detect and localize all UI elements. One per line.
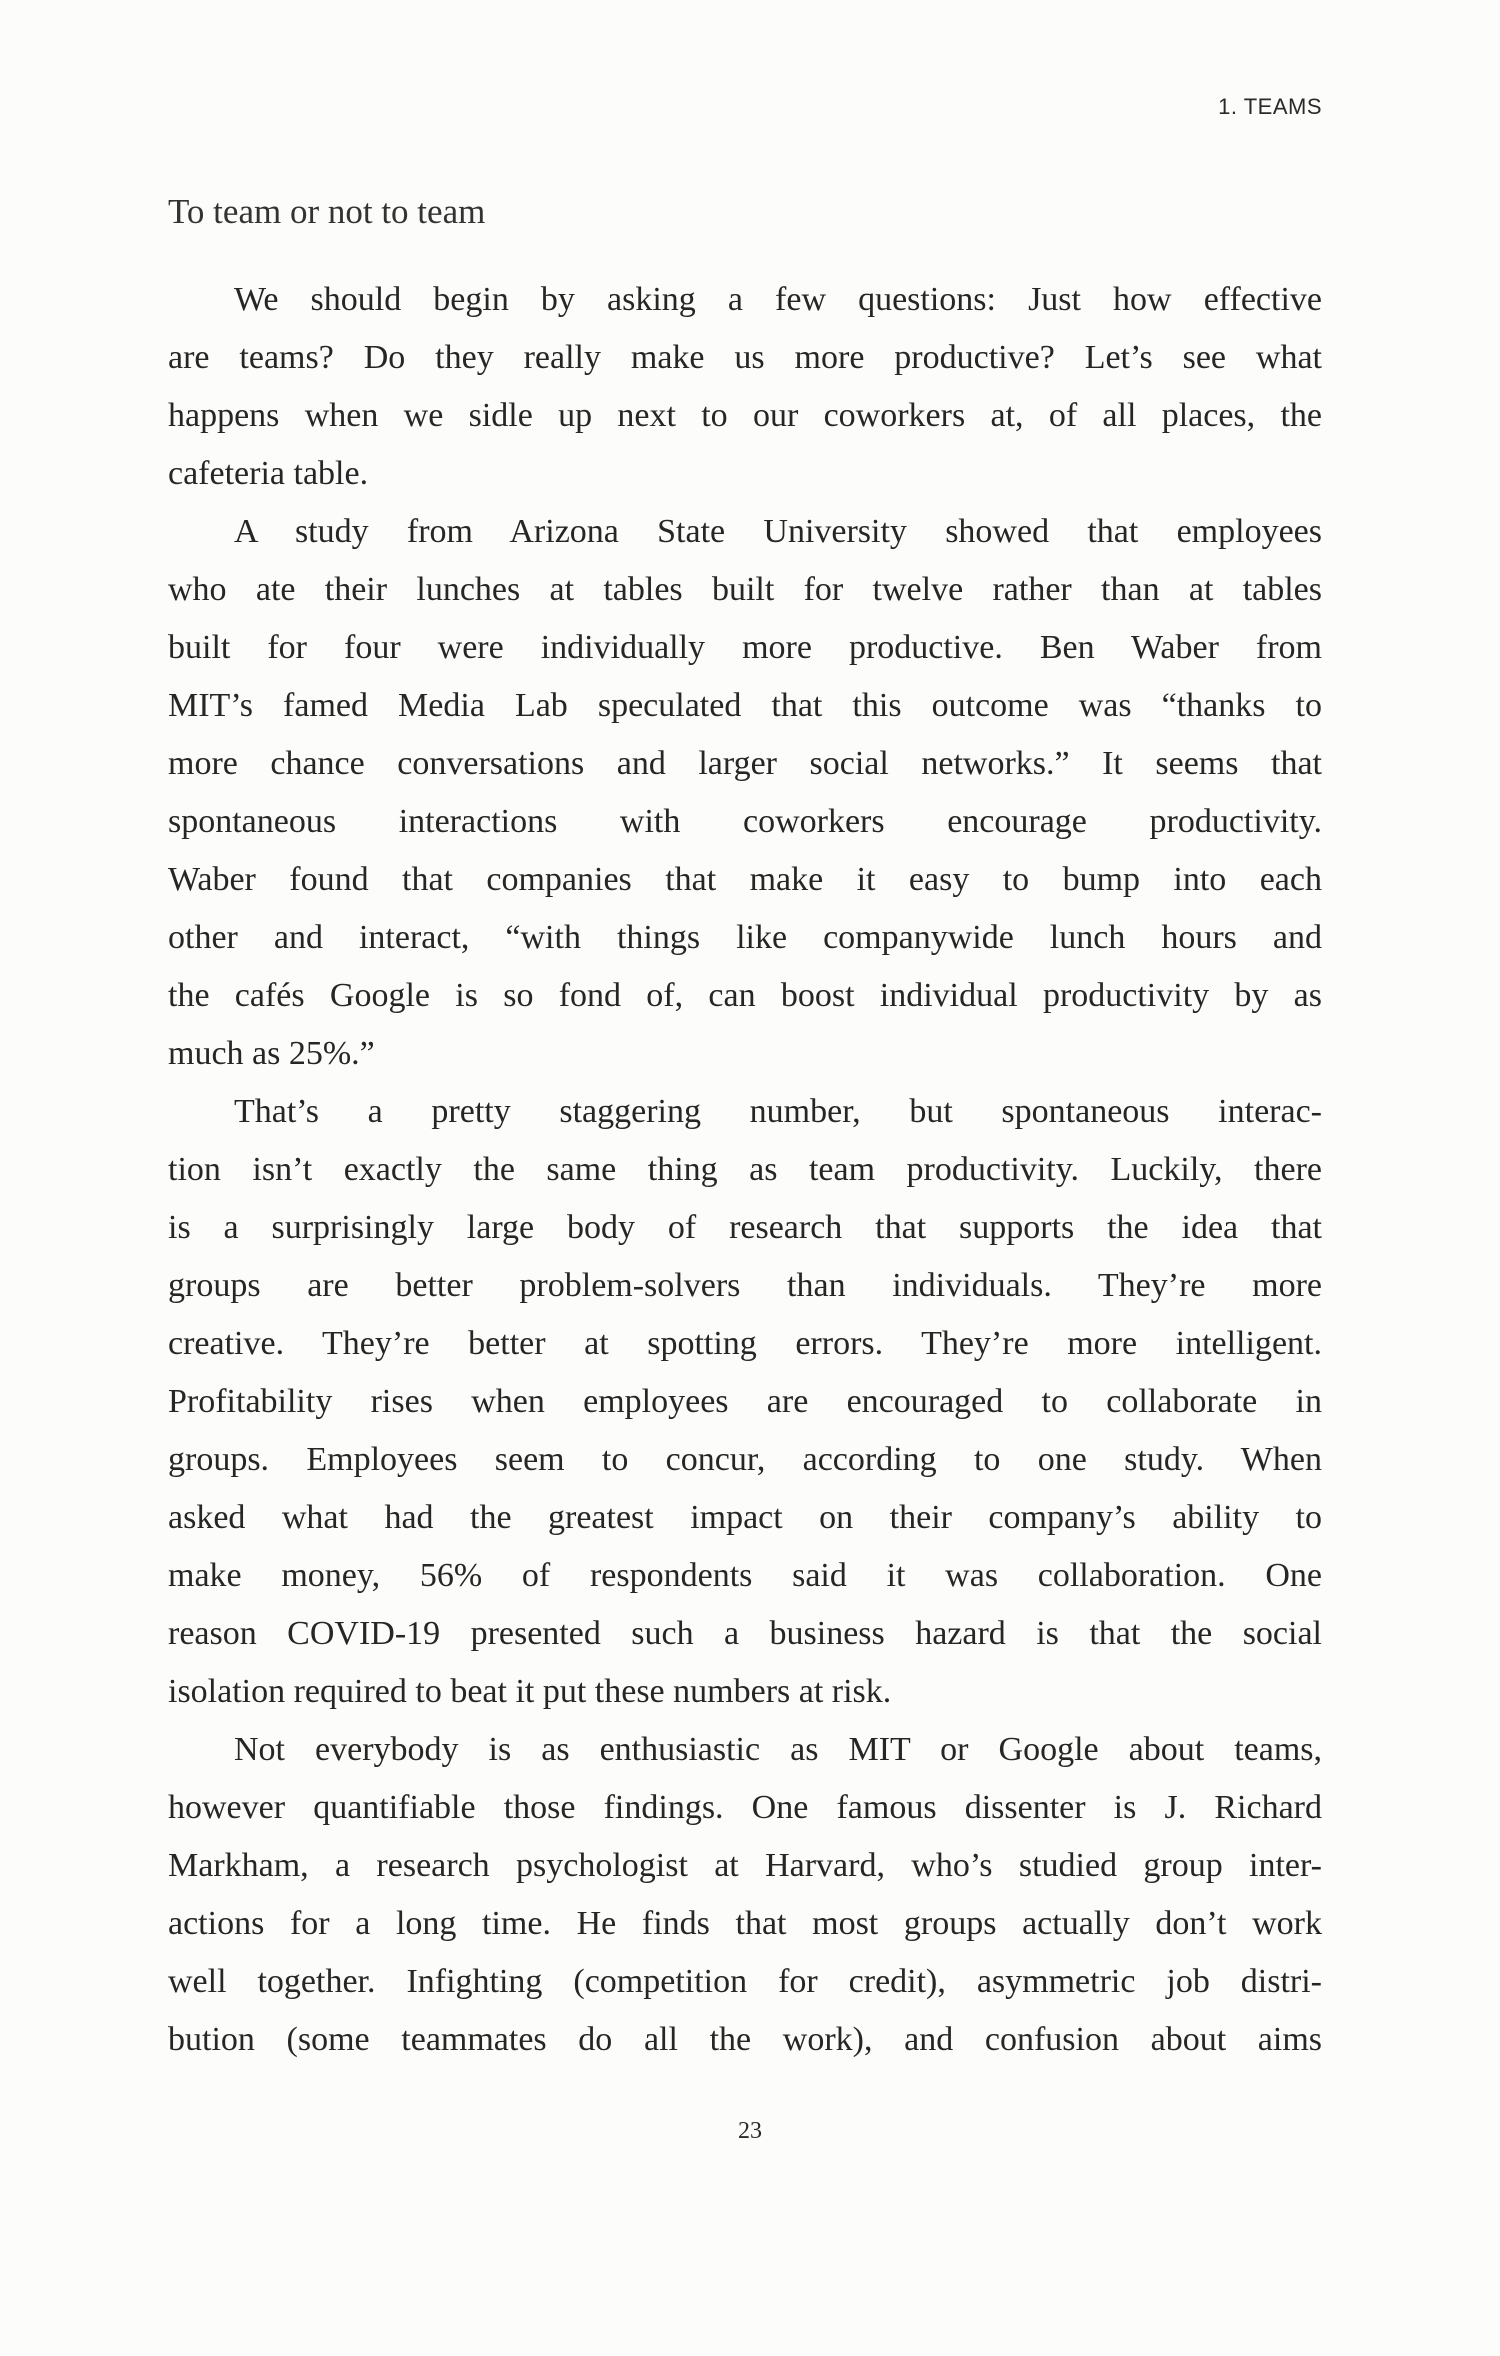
- text-line: groups are better problem-solvers than individuals. They’re more: [168, 1267, 1322, 1304]
- text-line: make money, 56% of respondents said it was collaboration. One: [168, 1557, 1322, 1594]
- text-line: are teams? Do they really make us more productive? Let’s see what: [168, 339, 1322, 376]
- paragraph: [168, 271, 1322, 503]
- text-line: isolation required to beat it put these numbers at risk.: [168, 1673, 892, 1710]
- text-line: built for four were individually more productive. Ben Waber from: [168, 629, 1322, 666]
- text-line: more chance conversations and larger social networks.” It seems that: [168, 745, 1322, 782]
- paragraph: [168, 503, 1322, 1083]
- text-line: tion isn’t exactly the same thing as team productivity. Luckily, there: [168, 1151, 1322, 1188]
- text-line: happens when we sidle up next to our coworkers at, of all places, the: [168, 397, 1322, 434]
- text-line: actions for a long time. He finds that most groups actually don’t work: [168, 1905, 1322, 1942]
- text-line: Profitability rises when employees are encouraged to collaborate in: [168, 1383, 1322, 1420]
- paragraph: [168, 1083, 1322, 1721]
- text-line: MIT’s famed Media Lab speculated that this outcome was “thanks to: [168, 687, 1322, 724]
- text-line: We should begin by asking a few questions: Just how effective: [234, 281, 1322, 318]
- text-line: asked what had the greatest impact on their company’s ability to: [168, 1499, 1322, 1536]
- text-line: Not everybody is as enthusiastic as MIT or Google about teams,: [234, 1731, 1322, 1768]
- text-line: cafeteria table.: [168, 455, 369, 492]
- text-line: much as 25%.”: [168, 1035, 375, 1072]
- page-number: 23: [738, 2118, 762, 2144]
- body-text: [168, 271, 1322, 2069]
- running-head: 1. TEAMS: [1218, 94, 1322, 119]
- text-line: Waber found that companies that make it easy to bump into each: [168, 861, 1322, 898]
- section-heading: To team or not to team: [168, 192, 486, 231]
- text-line: the cafés Google is so fond of, can boost individual productivity by as: [168, 977, 1322, 1014]
- text-line: however quantifiable those findings. One famous dissenter is J. Richard: [168, 1789, 1322, 1826]
- paragraph: [168, 1721, 1322, 2069]
- text-line: Markham, a research psychologist at Harvard, who’s studied group inter-: [168, 1847, 1322, 1884]
- text-line: reason COVID-19 presented such a business hazard is that the social: [168, 1615, 1322, 1652]
- text-line: is a surprisingly large body of research that supports the idea that: [168, 1209, 1322, 1246]
- text-line: bution (some teammates do all the work), and confusion about aims: [168, 2021, 1322, 2058]
- text-line: spontaneous interactions with coworkers encourage productivity.: [168, 803, 1322, 840]
- text-line: groups. Employees seem to concur, according to one study. When: [168, 1441, 1322, 1478]
- text-line: who ate their lunches at tables built for twelve rather than at tables: [168, 571, 1322, 608]
- text-line: That’s a pretty staggering number, but spontaneous interac-: [234, 1093, 1322, 1130]
- text-line: A study from Arizona State University showed that employees: [234, 513, 1322, 550]
- text-line: well together. Infighting (competition for credit), asymmetric job distri-: [168, 1963, 1322, 2000]
- text-line: creative. They’re better at spotting errors. They’re more intelligent.: [168, 1325, 1322, 1362]
- text-line: other and interact, “with things like companywide lunch hours and: [168, 919, 1322, 956]
